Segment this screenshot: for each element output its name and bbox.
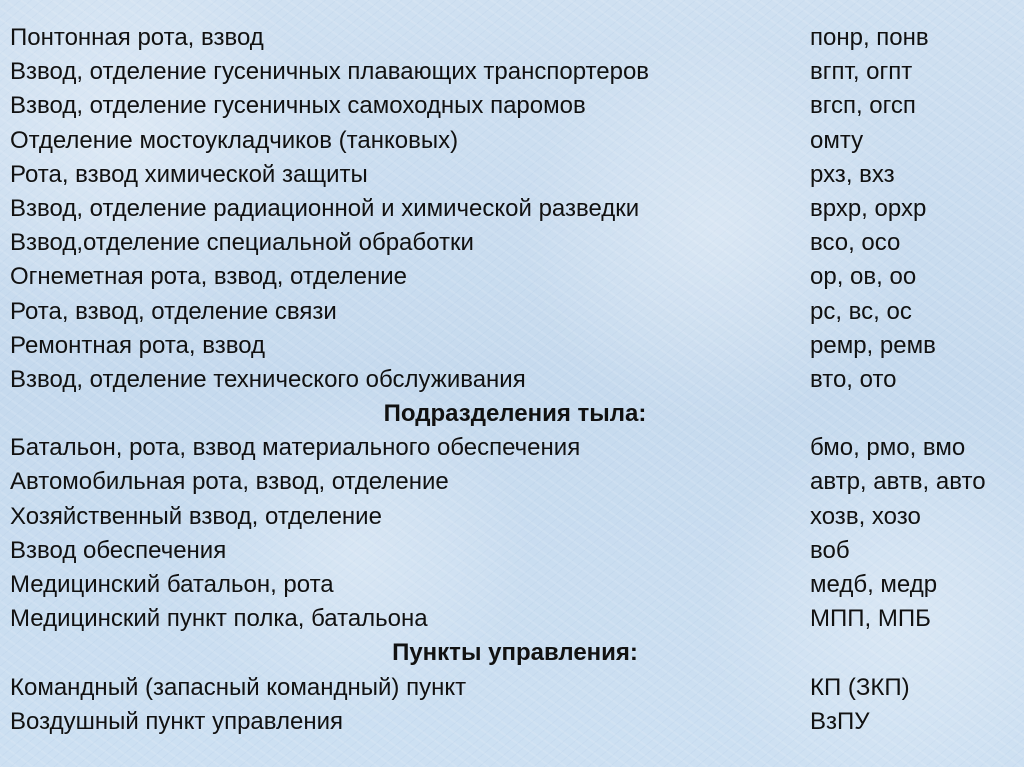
list-item <box>10 124 1020 158</box>
unit-abbreviation: автр, автв, авто <box>810 468 986 496</box>
section-heading: Пункты управления: <box>392 639 638 667</box>
unit-abbreviation: бмо, рмо, вмо <box>810 434 966 462</box>
unit-abbreviation: омту <box>810 126 864 154</box>
list-item <box>10 671 1020 705</box>
unit-name: Взвод обеспечения <box>10 536 227 564</box>
list-item <box>10 705 1020 739</box>
unit-abbreviation: ремр, ремв <box>810 331 936 359</box>
unit-name: Огнеметная рота, взвод, отделение <box>10 263 407 291</box>
list-item <box>10 500 1020 534</box>
section-heading: Подразделения тыла: <box>383 400 647 428</box>
list-item <box>10 89 1020 123</box>
unit-name: Взвод,отделение специальной обработки <box>10 229 474 257</box>
unit-name: Взвод, отделение технического обслуживания <box>10 365 526 393</box>
list-item <box>10 465 1020 499</box>
unit-abbreviation: МПП, МПБ <box>810 605 931 633</box>
unit-abbreviation: медб, медр <box>810 571 938 598</box>
unit-abbreviation: вто, ото <box>810 365 897 393</box>
list-item <box>10 226 1020 260</box>
unit-abbreviation: рс, вс, ос <box>810 297 912 325</box>
unit-name: Медицинский пункт полка, батальона <box>10 605 428 633</box>
unit-abbreviation: понр, понв <box>810 24 929 51</box>
unit-name: Батальон, рота, взвод материального обеспечения <box>10 434 581 462</box>
unit-name: Автомобильная рота, взвод, отделение <box>10 468 449 496</box>
list-item <box>10 192 1020 226</box>
list-item <box>10 363 1020 397</box>
unit-abbreviation: воб <box>810 536 850 564</box>
unit-name: Медицинский батальон, рота <box>10 571 334 598</box>
unit-abbreviation: хозв, хозо <box>810 502 921 530</box>
list-item <box>10 534 1020 568</box>
unit-abbreviation: рхз, вхз <box>810 160 895 188</box>
list-item <box>10 158 1020 192</box>
unit-abbreviation: ор, ов, оо <box>810 263 917 291</box>
list-item <box>10 431 1020 465</box>
list-item <box>10 260 1020 294</box>
unit-name: Командный (запасный командный) пункт <box>10 673 467 701</box>
list-item <box>10 55 1020 89</box>
unit-name: Хозяйственный взвод, отделение <box>10 502 382 530</box>
unit-name: Рота, взвод, отделение связи <box>10 297 337 325</box>
list-item <box>10 602 1020 636</box>
unit-name: Отделение мостоукладчиков (танковых) <box>10 126 459 154</box>
unit-abbreviation: вгсп, огсп <box>810 92 916 120</box>
unit-abbreviation: ВзПУ <box>810 707 870 735</box>
list-item <box>10 568 1020 602</box>
unit-name: Взвод, отделение гусеничных плавающих транспортеров <box>10 58 650 86</box>
unit-abbreviation: врхр, орхр <box>810 194 927 222</box>
abbreviation-list <box>10 21 1020 739</box>
unit-name: Рота, взвод химической защиты <box>10 160 368 188</box>
list-item <box>10 295 1020 329</box>
unit-name: Воздушный пункт управления <box>10 707 343 735</box>
unit-name: Взвод, отделение гусеничных самоходных паромов <box>10 92 586 120</box>
unit-name: Ремонтная рота, взвод <box>10 331 266 359</box>
list-item <box>10 329 1020 363</box>
unit-name: Понтонная рота, взвод <box>10 24 264 51</box>
unit-abbreviation: вгпт, огпт <box>810 58 913 86</box>
list-item <box>10 21 1020 55</box>
unit-name: Взвод, отделение радиационной и химической разведки <box>10 194 640 222</box>
unit-abbreviation: КП (ЗКП) <box>810 673 910 701</box>
unit-abbreviation: всо, осо <box>810 229 901 257</box>
